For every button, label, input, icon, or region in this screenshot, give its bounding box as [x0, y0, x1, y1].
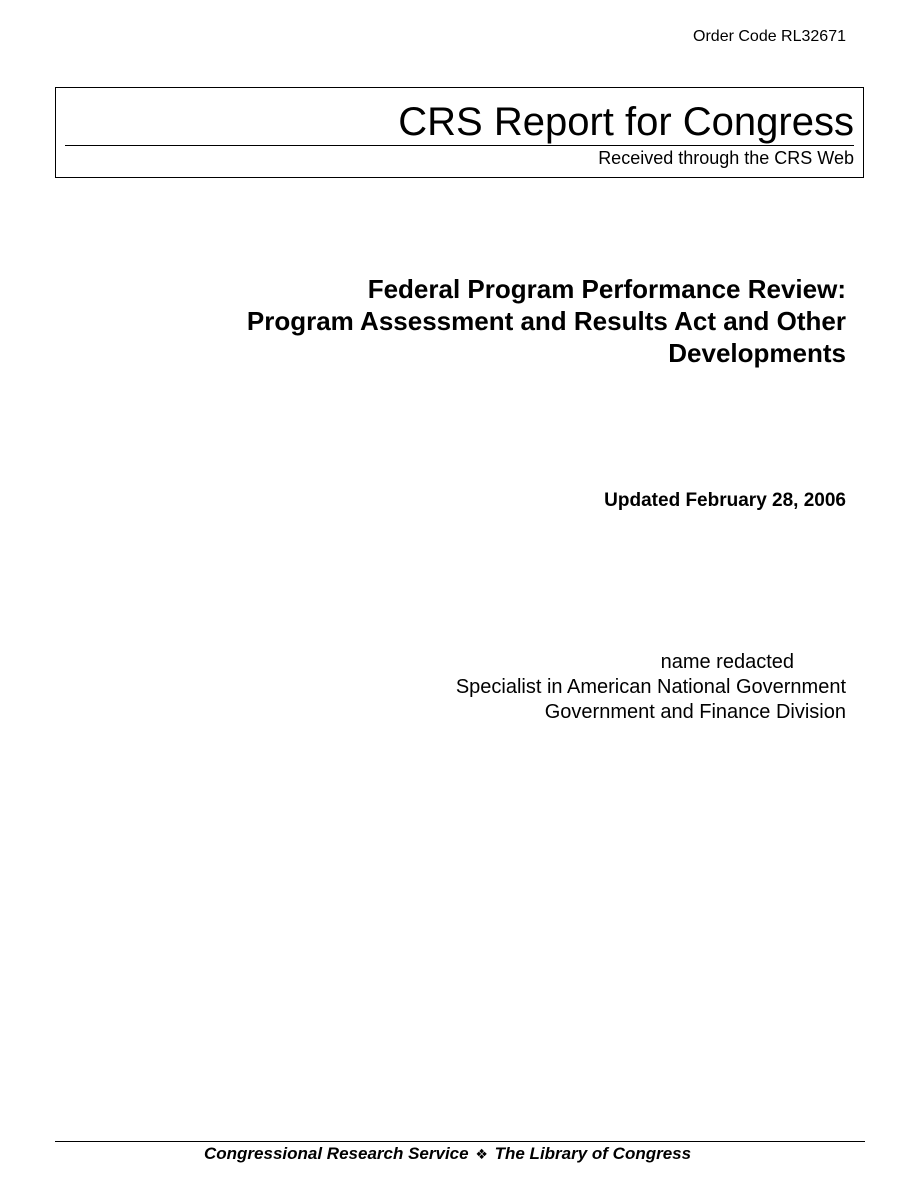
report-title — [247, 273, 846, 369]
order-code: Order Code RL32671 — [693, 28, 846, 45]
footer-publisher: Congressional Research Service — [204, 1144, 469, 1163]
author-name: name redacted — [660, 651, 794, 673]
author-block — [456, 650, 846, 725]
diamond-separator-icon: ❖ — [475, 1147, 488, 1163]
report-title-line: Federal Program Performance Review: — [367, 274, 846, 304]
author-division: Government and Finance Division — [544, 701, 846, 723]
header-divider — [65, 145, 854, 146]
header-title: CRS Report for Congress — [398, 100, 854, 144]
footer-library: The Library of Congress — [494, 1144, 692, 1163]
updated-date: Updated February 28, 2006 — [604, 490, 846, 511]
report-header-box — [55, 87, 864, 178]
footer — [204, 1144, 691, 1164]
header-subtitle: Received through the CRS Web — [598, 148, 854, 168]
report-title-line: Program Assessment and Results Act and Other — [246, 306, 846, 336]
author-position: Specialist in American National Government — [455, 676, 846, 698]
report-title-line: Developments — [668, 338, 846, 368]
footer-divider — [55, 1141, 865, 1142]
